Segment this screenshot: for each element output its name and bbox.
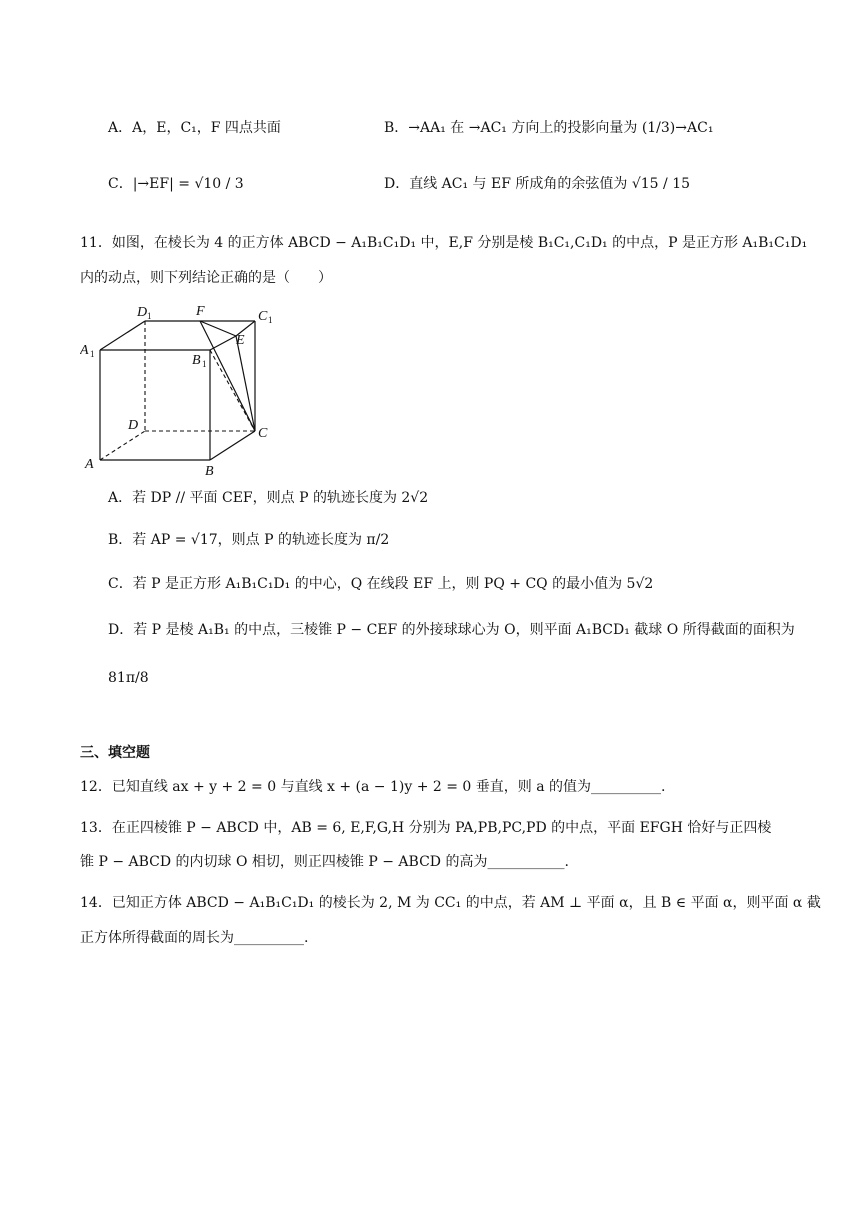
edge-ec bbox=[236, 336, 255, 431]
q11-stem-line2: 内的动点，则下列结论正确的是（ ） bbox=[80, 270, 332, 286]
q11-option-b: B．若 AP = √17，则点 P 的轨迹长度为 π/2 bbox=[108, 532, 390, 548]
label-c1-sub: 1 bbox=[268, 315, 273, 325]
label-b: B bbox=[205, 464, 214, 478]
q11-stem-line1: 11．如图，在棱长为 4 的正方体 ABCD − A₁B₁C₁D₁ 中，E,F 分别是棱 B₁C₁,C₁D₁ 的中点，P 是正方形 A₁B₁C₁D₁ bbox=[80, 235, 808, 251]
label-c1: C bbox=[258, 309, 268, 324]
cube-diagram bbox=[80, 298, 280, 478]
q14-line1: 14．已知正方体 ABCD − A₁B₁C₁D₁ 的棱长为 2, M 为 CC₁ 的中点，若 AM ⊥ 平面 α，且 B ∈ 平面 α，则平面 α 截 bbox=[80, 895, 821, 911]
q14-line2: 正方体所得截面的周长为__________. bbox=[80, 930, 309, 946]
edge-fc bbox=[200, 321, 255, 431]
label-a: A bbox=[85, 457, 94, 472]
q11-option-d-line2: 81π/8 bbox=[108, 670, 149, 686]
edge-a1d1 bbox=[100, 321, 145, 350]
edge-fe bbox=[200, 321, 236, 336]
q10-option-c: C．|→EF| = √10 / 3 bbox=[108, 176, 244, 192]
edge-bc bbox=[210, 431, 255, 460]
edge-b1c-hidden bbox=[210, 350, 255, 431]
label-b1: B bbox=[192, 353, 201, 368]
q12-text: 12．已知直线 ax + y + 2 = 0 与直线 x + (a − 1)y + 2 = 0 垂直，则 a 的值为__________. bbox=[80, 779, 666, 795]
q13-line1: 13．在正四棱锥 P − ABCD 中，AB = 6, E,F,G,H 分别为 PA,PB,PC,PD 的中点，平面 EFGH 恰好与正四棱 bbox=[80, 820, 772, 836]
q10-option-b: B．→AA₁ 在 →AC₁ 方向上的投影向量为 (1/3)→AC₁ bbox=[384, 120, 714, 136]
label-c: C bbox=[258, 426, 268, 441]
q11-option-a: A．若 DP // 平面 CEF，则点 P 的轨迹长度为 2√2 bbox=[108, 490, 429, 506]
label-d1-sub: 1 bbox=[147, 311, 152, 321]
label-f: F bbox=[196, 304, 205, 319]
label-a1-sub: 1 bbox=[90, 349, 95, 359]
label-b1-sub: 1 bbox=[202, 359, 207, 369]
q13-line2: 锥 P − ABCD 的内切球 O 相切，则正四棱锥 P − ABCD 的高为___________. bbox=[80, 854, 569, 870]
label-a1: A bbox=[80, 343, 89, 358]
q11-option-c: C．若 P 是正方形 A₁B₁C₁D₁ 的中心，Q 在线段 EF 上，则 PQ + CQ 的最小值为 5√2 bbox=[108, 576, 654, 592]
section-3-title: 三、填空题 bbox=[80, 745, 150, 761]
q10-option-a: A．A，E，C₁，F 四点共面 bbox=[108, 120, 281, 136]
cube-figure bbox=[80, 298, 280, 478]
label-d: D bbox=[128, 418, 139, 433]
q10-option-d: D．直线 AC₁ 与 EF 所成角的余弦值为 √15 / 15 bbox=[384, 176, 691, 192]
label-d1: D bbox=[137, 305, 148, 320]
edge-ad-hidden bbox=[100, 431, 145, 460]
label-e: E bbox=[236, 333, 245, 348]
q11-option-d-line1: D．若 P 是棱 A₁B₁ 的中点，三棱锥 P − CEF 的外接球球心为 O，则平面 A₁BCD₁ 截球 O 所得截面的面积为 bbox=[108, 622, 795, 638]
